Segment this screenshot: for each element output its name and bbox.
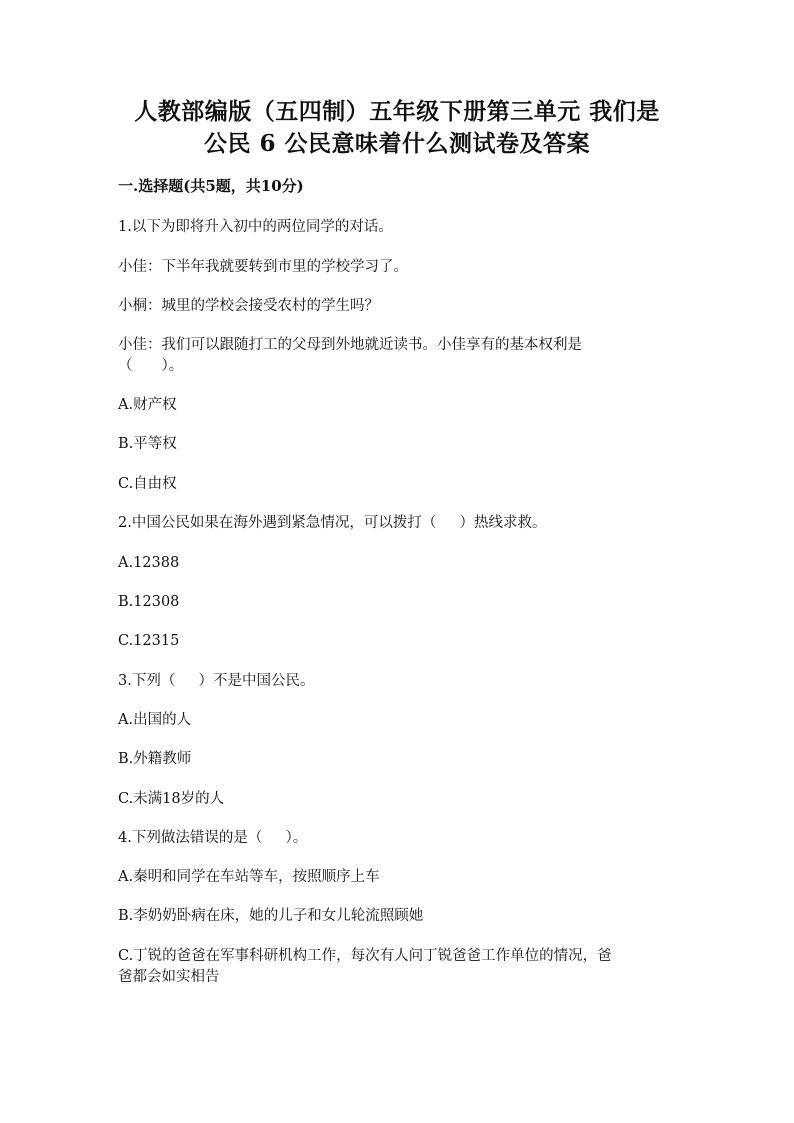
question-3-stem-suffix: ）不是中国公民。 [198, 673, 315, 689]
question-4-stem-prefix: 4.下列做法错误的是（ [118, 830, 263, 846]
question-2-stem [118, 513, 678, 534]
question-3-option-c: C.未满18岁的人 [118, 791, 225, 807]
question-1-blank: （ ）。 [118, 358, 184, 374]
question-4-option-b: B.李奶奶卧病在床，她的儿子和女儿轮流照顾她 [118, 908, 424, 924]
question-1-option-a: A.财产权 [118, 397, 177, 413]
question-2-option-c: C.12315 [118, 633, 180, 649]
question-4-option-c-continued: 爸都会如实相告 [118, 969, 220, 985]
question-2-option-a: A.12388 [118, 555, 180, 571]
question-3-stem [118, 671, 678, 692]
question-2-stem-prefix: 2.中国公民如果在海外遇到紧急情况，可以拨打（ [118, 515, 437, 531]
question-4-stem [118, 828, 678, 849]
question-3-option-a: A.出国的人 [118, 712, 192, 728]
question-3-stem-prefix: 3.下列（ [118, 673, 176, 689]
document-title-line-1: 人教部编版（五四制）五年级下册第三单元 我们是 [134, 98, 660, 125]
question-1-dialogue-2: 小桐：城里的学校会接受农村的学生吗？ [118, 298, 379, 314]
question-1-stem: 1.以下为即将升入初中的两位同学的对话。 [118, 219, 393, 235]
question-1-option-c: C.自由权 [118, 476, 177, 492]
question-1-option-b: B.平等权 [118, 436, 177, 452]
question-3-option-b: B.外籍教师 [118, 751, 192, 767]
question-4-option-a: A.秦明和同学在车站等车，按照顺序上车 [118, 869, 380, 885]
question-2-option-b: B.12308 [118, 594, 180, 610]
document-title-line-2: 公民 6 公民意味着什么测试卷及答案 [203, 130, 591, 157]
question-4-option-c: C.丁锐的爸爸在军事科研机构工作，每次有人问丁锐爸爸工作单位的情况，爸 [118, 948, 612, 964]
question-1-dialogue-3: 小佳：我们可以跟随打工的父母到外地就近读书。小佳享有的基本权利是 [118, 337, 582, 353]
question-4-stem-suffix: ）。 [285, 830, 308, 846]
question-2-stem-suffix: ）热线求救。 [459, 515, 547, 531]
section-heading: 一.选择题(共5题，共10分) [118, 177, 304, 195]
question-1-dialogue-1: 小佳：下半年我就要转到市里的学校学习了。 [118, 259, 408, 275]
